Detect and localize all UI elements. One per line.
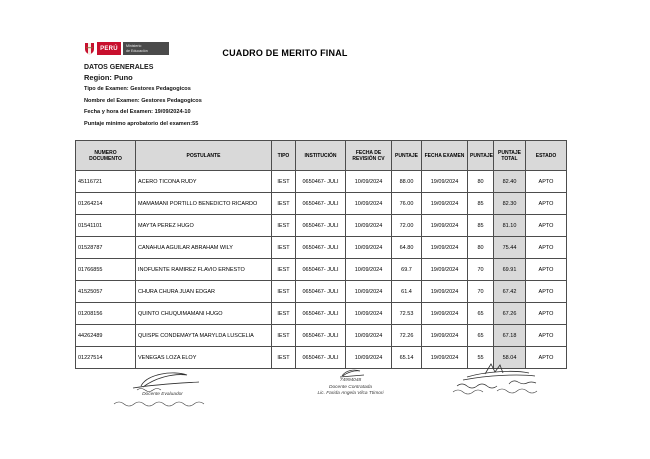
table-cell: 72.00 [392,215,422,237]
table-cell: 10/09/2024 [346,281,392,303]
table-row [76,171,567,193]
table-cell: 10/09/2024 [346,347,392,369]
table-cell: 82.40 [494,171,526,193]
general-data-heading: DATOS GENERALES [84,64,154,71]
logo-peru-label: PERÚ [97,42,121,55]
column-header: PUNTAJE [468,141,494,171]
table-cell: APTO [526,171,567,193]
signature-left-scribble-icon [103,370,223,392]
table-cell: 55 [468,347,494,369]
table-cell: 85 [468,193,494,215]
signature-left-underline-icon [108,399,218,407]
table-cell: IEST [272,237,296,259]
table-cell: 85 [468,215,494,237]
table-cell: 19/09/2024 [422,347,468,369]
table-cell: 01766855 [76,259,136,281]
table-cell: 67.42 [494,281,526,303]
table-cell: 19/09/2024 [422,215,468,237]
table-row [76,325,567,347]
table-cell: 72.26 [392,325,422,347]
table-cell: 80 [468,171,494,193]
table-cell: APTO [526,215,567,237]
table-cell: 72.53 [392,303,422,325]
table-cell: APTO [526,303,567,325]
table-cell: 41525057 [76,281,136,303]
table-cell: 0650467- JULI [296,237,346,259]
table-cell: 69.7 [392,259,422,281]
table-cell: 82.30 [494,193,526,215]
signature-center [283,368,418,398]
table-cell: 19/09/2024 [422,259,468,281]
table-cell: INOFUENTE RAMIREZ FLAVIO ERNESTO [136,259,272,281]
table-cell: 65 [468,325,494,347]
table-cell: 19/09/2024 [422,325,468,347]
table-cell: 61.4 [392,281,422,303]
logo-ministry-line1: Ministerio [126,44,142,49]
column-header: POSTULANTE [136,141,272,171]
column-header: ESTADO [526,141,567,171]
peru-coat-of-arms-icon [84,42,95,55]
table-cell: 01528787 [76,237,136,259]
table-row [76,281,567,303]
table-cell: 45116721 [76,171,136,193]
table-cell: APTO [526,237,567,259]
table-cell: 19/09/2024 [422,281,468,303]
column-header: FECHA EXAMEN [422,141,468,171]
header-row [76,141,567,171]
table-cell: IEST [272,193,296,215]
table-cell: 58.04 [494,347,526,369]
table-cell: 10/09/2024 [346,259,392,281]
column-header: NUMERO DOCUMENTO [76,141,136,171]
table-cell: 19/09/2024 [422,193,468,215]
table-cell: 80 [468,237,494,259]
signature-left [95,370,230,407]
table-cell: 64.80 [392,237,422,259]
signature-right [433,362,561,396]
table-cell: 19/09/2024 [422,303,468,325]
table-cell: CHURA CHURA JUAN EDGAR [136,281,272,303]
table-cell: APTO [526,259,567,281]
table-cell: 65 [468,303,494,325]
table-cell: QUINTO CHUQUIMAMANI HUGO [136,303,272,325]
table-cell: 19/09/2024 [422,237,468,259]
table-cell: 01264214 [76,193,136,215]
exam-name-line: Nombre del Examen: Gestores Pedagogicos [84,97,202,104]
logo-ministry-line2: de Educación [126,48,148,53]
table-cell: 0650467- JULI [296,325,346,347]
signature-center-scribble-icon [326,368,376,378]
table-cell: 75.44 [494,237,526,259]
table-cell: 69.91 [494,259,526,281]
page-title: CUADRO DE MERITO FINAL [222,48,348,58]
table-cell: IEST [272,347,296,369]
column-header: TIPO [272,141,296,171]
table-cell: 10/09/2024 [346,237,392,259]
table-cell: 76.00 [392,193,422,215]
table-cell: 0650467- JULI [296,281,346,303]
table-cell: IEST [272,303,296,325]
table-cell: 88.00 [392,171,422,193]
table-cell: 67.18 [494,325,526,347]
table-row [76,237,567,259]
table-row [76,215,567,237]
table-cell: 67.26 [494,303,526,325]
column-header: INSTITUCIÓN [296,141,346,171]
table-cell: 10/09/2024 [346,171,392,193]
signature-center-name: Lic. Farida Angela Vilca Ttimori [317,391,384,396]
signature-center-dni: 74994048 [339,378,362,383]
table-cell: IEST [272,281,296,303]
table-cell: QUISPE CONDEMAYTA MARYLDA LUSCELIA [136,325,272,347]
column-header: FECHA DE REVISIÓN CV [346,141,392,171]
table-cell: 44262489 [76,325,136,347]
table-cell: 70 [468,259,494,281]
table-cell: 01208156 [76,303,136,325]
table-cell: MAMAMANI PORTILLO BENEDICTO RICARDO [136,193,272,215]
exam-type-line: Tipo de Examen: Gestores Pedagogicos [84,86,191,92]
table-cell: 0650467- JULI [296,347,346,369]
table-cell: MAYTA PEREZ HUGO [136,215,272,237]
signature-center-role: Docente Contratada [329,384,372,390]
column-header: PUNTAJE TOTAL [494,141,526,171]
merit-table [75,140,567,369]
table-cell: CANAHUA AGUILAR ABRAHAM WILY [136,237,272,259]
table-cell: IEST [272,259,296,281]
exam-datetime-line: Fecha y hora del Examen: 19/09/2024-10 [84,109,191,115]
table-cell: 0650467- JULI [296,215,346,237]
table-row [76,193,567,215]
table-cell: VENEGAS LOZA ELOY [136,347,272,369]
table-row [76,259,567,281]
table-cell: IEST [272,215,296,237]
table-cell: 01541101 [76,215,136,237]
table-cell: 0650467- JULI [296,303,346,325]
signature-right-scribble-icon [437,362,557,396]
table-cell: IEST [272,171,296,193]
table-cell: 10/09/2024 [346,215,392,237]
merit-table-head [76,141,567,171]
table-cell: 0650467- JULI [296,193,346,215]
table-cell: 10/09/2024 [346,303,392,325]
table-cell: APTO [526,347,567,369]
column-header: PUNTAJE [392,141,422,171]
table-cell: 10/09/2024 [346,193,392,215]
table-cell: 81.10 [494,215,526,237]
table-cell: 10/09/2024 [346,325,392,347]
table-row [76,303,567,325]
signature-left-role: Docente Evaluador [142,392,183,397]
table-cell: APTO [526,325,567,347]
table-cell: 01227514 [76,347,136,369]
table-cell: 0650467- JULI [296,259,346,281]
general-data-section [84,64,384,132]
table-cell: APTO [526,281,567,303]
table-cell: 0650467- JULI [296,171,346,193]
region-label: Region: Puno [84,73,133,82]
table-cell: ACERO TICONA RUDY [136,171,272,193]
table-cell: 70 [468,281,494,303]
table-cell: 19/09/2024 [422,171,468,193]
merit-table-body [76,171,567,369]
table-cell: 65.14 [392,347,422,369]
table-cell: APTO [526,193,567,215]
table-cell: IEST [272,325,296,347]
min-score-line: Puntaje minimo aprobatorio del examen:55 [84,120,199,127]
